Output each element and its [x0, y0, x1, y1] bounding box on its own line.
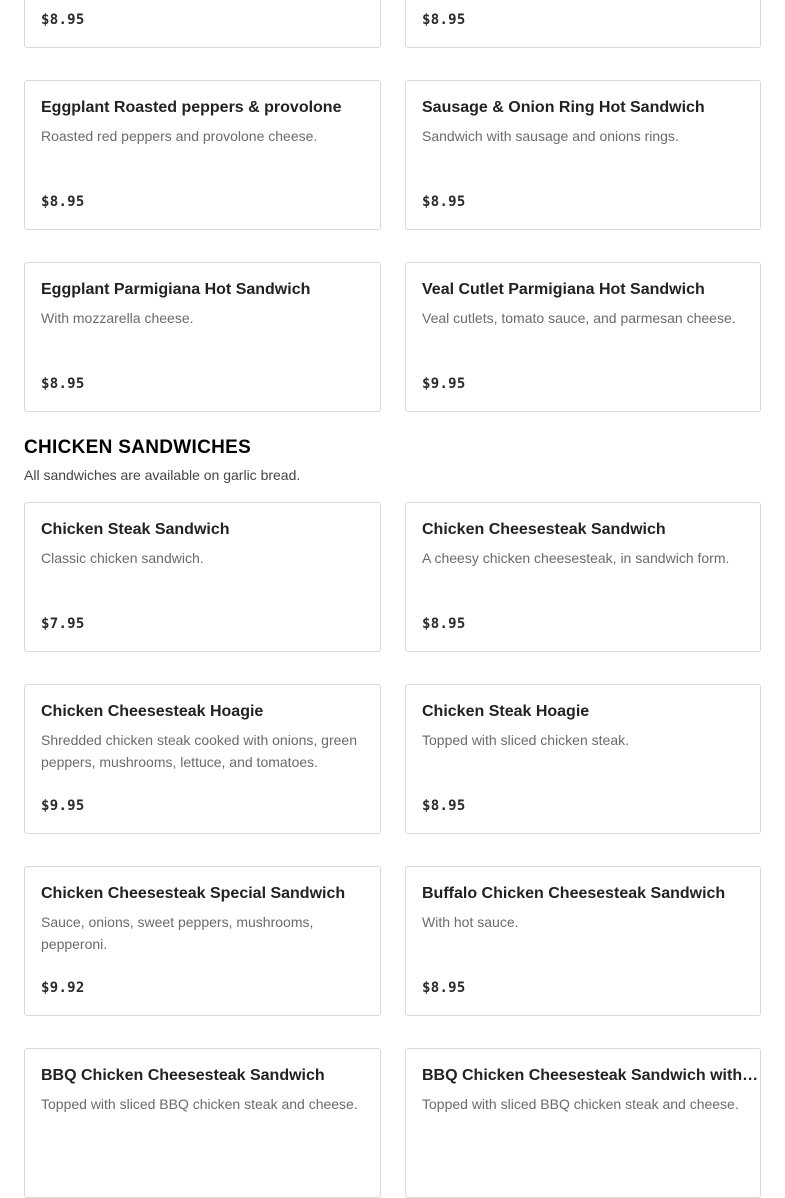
- menu-item-card[interactable]: [24, 262, 381, 412]
- item-name: Chicken Cheesesteak Sandwich: [422, 521, 666, 538]
- menu-item-card[interactable]: [24, 1048, 381, 1198]
- item-name: Chicken Steak Sandwich: [41, 521, 230, 538]
- menu-item-card[interactable]: [405, 1048, 761, 1198]
- item-name: Eggplant Parmigiana Hot Sandwich: [41, 281, 311, 298]
- menu-item-card[interactable]: [405, 80, 761, 230]
- item-description: Shredded chicken steak cooked with onions, green peppers, mushrooms, lettuce, and tomatoes.: [41, 732, 357, 770]
- item-price: $8.95: [422, 798, 466, 814]
- menu-item-card[interactable]: [24, 684, 381, 834]
- menu-item-card[interactable]: [405, 684, 761, 834]
- item-name: Chicken Cheesesteak Special Sandwich: [41, 885, 346, 902]
- item-description: A cheesy chicken cheesesteak, in sandwich form.: [422, 550, 730, 566]
- item-description: Roasted red peppers and provolone cheese.: [41, 128, 318, 144]
- item-description: With mozzarella cheese.: [41, 310, 194, 326]
- item-description: Sandwich with sausage and onions rings.: [422, 128, 679, 144]
- item-price: $8.95: [422, 980, 466, 996]
- menu-item-card[interactable]: [24, 80, 381, 230]
- menu-item-card[interactable]: [405, 262, 761, 412]
- menu-item-card[interactable]: [405, 502, 761, 652]
- menu-item-card[interactable]: [24, 866, 381, 1016]
- item-price: $8.95: [422, 194, 466, 210]
- item-price: $8.95: [41, 376, 85, 392]
- item-description: Classic chicken sandwich.: [41, 550, 204, 566]
- section-subtitle: All sandwiches are available on garlic bread.: [24, 467, 301, 483]
- item-name: Eggplant Roasted peppers & provolone: [41, 99, 342, 116]
- item-name: Buffalo Chicken Cheesesteak Sandwich: [422, 885, 726, 902]
- item-price: $8.95: [422, 616, 466, 632]
- menu-item-card[interactable]: [24, 0, 381, 48]
- item-description: Topped with sliced chicken steak.: [422, 732, 629, 748]
- item-price: $9.95: [41, 798, 85, 814]
- item-name: BBQ Chicken Cheesesteak Sandwich with…: [422, 1067, 759, 1084]
- item-description: Veal cutlets, tomato sauce, and parmesan cheese.: [422, 310, 736, 326]
- item-name: Sausage & Onion Ring Hot Sandwich: [422, 99, 705, 116]
- item-name: BBQ Chicken Cheesesteak Sandwich: [41, 1067, 325, 1084]
- item-name: Chicken Steak Hoagie: [422, 703, 590, 720]
- menu-item-card[interactable]: [405, 0, 761, 48]
- item-price: $8.95: [41, 194, 85, 210]
- menu-item-card[interactable]: [405, 866, 761, 1016]
- item-price: $7.95: [41, 616, 85, 632]
- menu-item-card[interactable]: [24, 502, 381, 652]
- item-description: Topped with sliced BBQ chicken steak and cheese.: [422, 1096, 739, 1112]
- item-description: Topped with sliced BBQ chicken steak and cheese.: [41, 1096, 358, 1112]
- section-title: CHICKEN SANDWICHES: [24, 437, 252, 458]
- item-description: With hot sauce.: [422, 914, 519, 930]
- item-price: $9.95: [422, 376, 466, 392]
- item-price: $8.95: [41, 12, 85, 28]
- item-description: Sauce, onions, sweet peppers, mushrooms, pepperoni.: [41, 914, 314, 952]
- item-price: $9.92: [41, 980, 85, 996]
- item-name: Chicken Cheesesteak Hoagie: [41, 703, 264, 720]
- item-price: $8.95: [422, 12, 466, 28]
- item-name: Veal Cutlet Parmigiana Hot Sandwich: [422, 281, 705, 298]
